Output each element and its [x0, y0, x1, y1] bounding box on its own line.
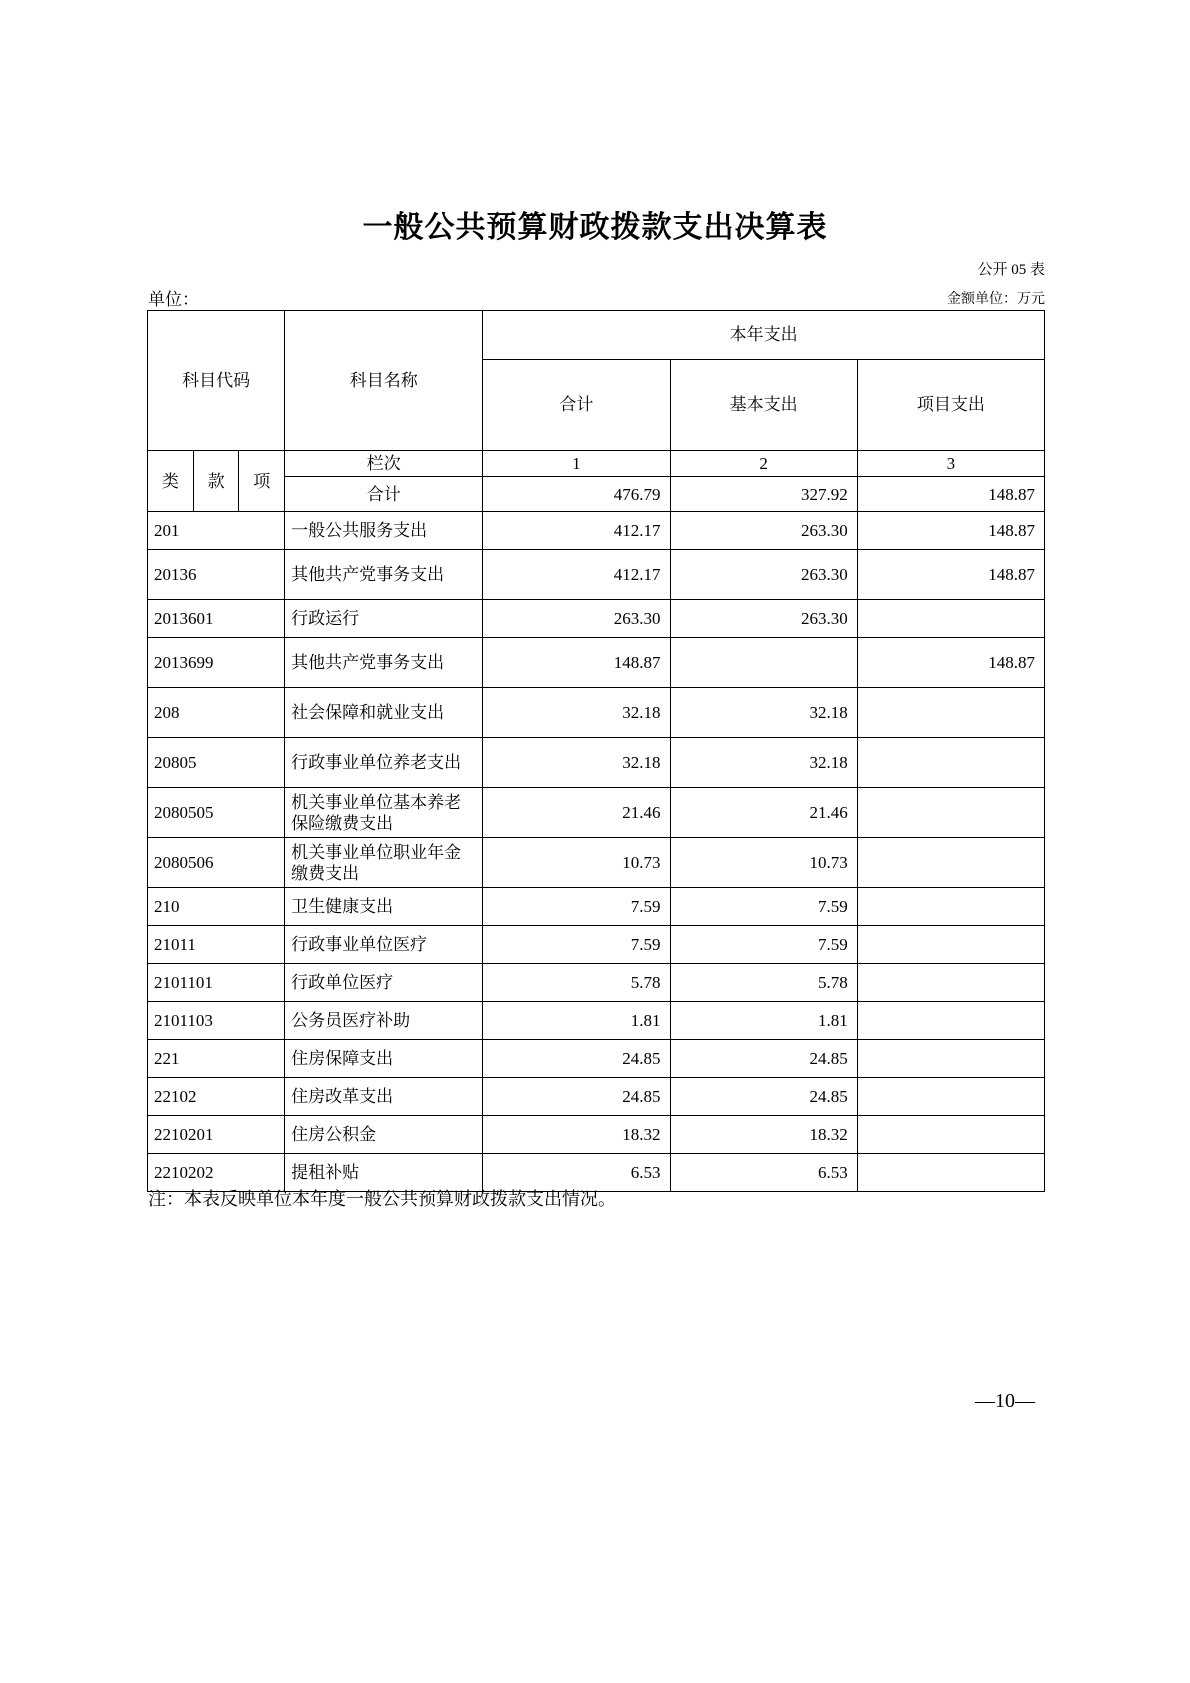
row-total: 412.17: [483, 512, 670, 550]
row-name: 机关事业单位职业年金缴费支出: [285, 838, 483, 888]
row-project: [857, 788, 1044, 838]
table-note: 注：本表反映单位本年度一般公共预算财政拨款支出情况。: [148, 1189, 616, 1209]
row-project: [857, 738, 1044, 788]
table-row: [148, 550, 1045, 600]
row-code: 2013699: [148, 638, 285, 688]
row-project: [857, 1154, 1044, 1192]
table-row: [148, 1116, 1045, 1154]
total-row-project: 148.87: [857, 477, 1044, 512]
row-project: [857, 1040, 1044, 1078]
row-project: [857, 1116, 1044, 1154]
row-name: 机关事业单位基本养老保险缴费支出: [285, 788, 483, 838]
table-row: [148, 600, 1045, 638]
row-total: 412.17: [483, 550, 670, 600]
row-total: 6.53: [483, 1154, 670, 1192]
row-basic: 7.59: [670, 926, 857, 964]
row-total: 24.85: [483, 1078, 670, 1116]
total-row-total: 476.79: [483, 477, 670, 512]
row-total: 1.81: [483, 1002, 670, 1040]
row-total: 5.78: [483, 964, 670, 1002]
form-number: 公开 05 表: [977, 262, 1045, 278]
row-total: 7.59: [483, 888, 670, 926]
row-name: 其他共产党事务支出: [285, 550, 483, 600]
table-row: [148, 964, 1045, 1002]
row-code: 2013601: [148, 600, 285, 638]
row-code: 20136: [148, 550, 285, 600]
table-row: [148, 838, 1045, 888]
table-row: [148, 638, 1045, 688]
table-row: [148, 1002, 1045, 1040]
row-code: 201: [148, 512, 285, 550]
row-project: [857, 964, 1044, 1002]
row-total: 32.18: [483, 738, 670, 788]
header-year-expenditure: 本年支出: [483, 311, 1045, 360]
row-code: 2080505: [148, 788, 285, 838]
row-basic: 6.53: [670, 1154, 857, 1192]
table-row: [148, 738, 1045, 788]
row-basic: 5.78: [670, 964, 857, 1002]
row-name: 住房公积金: [285, 1116, 483, 1154]
table-row: [148, 926, 1045, 964]
row-basic: 1.81: [670, 1002, 857, 1040]
row-name: 行政单位医疗: [285, 964, 483, 1002]
row-name: 住房保障支出: [285, 1040, 483, 1078]
row-code: 2210202: [148, 1154, 285, 1192]
row-name: 卫生健康支出: [285, 888, 483, 926]
row-total: 10.73: [483, 838, 670, 888]
row-name: 行政运行: [285, 600, 483, 638]
row-project: [857, 688, 1044, 738]
row-basic: 7.59: [670, 888, 857, 926]
row-code: 2210201: [148, 1116, 285, 1154]
header-basic: 基本支出: [670, 360, 857, 451]
header-col-1: 1: [483, 451, 670, 477]
row-total: 32.18: [483, 688, 670, 738]
row-project: [857, 926, 1044, 964]
row-basic: 18.32: [670, 1116, 857, 1154]
table-row: [148, 1040, 1045, 1078]
total-row-label: 合计: [285, 477, 483, 512]
row-total: 21.46: [483, 788, 670, 838]
budget-expenditure-table: [147, 310, 1045, 1192]
header-section: 款: [193, 451, 239, 512]
row-total: 7.59: [483, 926, 670, 964]
row-code: 221: [148, 1040, 285, 1078]
row-code: 2080506: [148, 838, 285, 888]
row-basic: 24.85: [670, 1040, 857, 1078]
row-basic: 32.18: [670, 688, 857, 738]
row-name: 行政事业单位养老支出: [285, 738, 483, 788]
header-col-2: 2: [670, 451, 857, 477]
row-basic: 263.30: [670, 550, 857, 600]
row-total: 263.30: [483, 600, 670, 638]
header-code-group: 科目代码: [148, 311, 285, 451]
row-name: 一般公共服务支出: [285, 512, 483, 550]
row-name: 公务员医疗补助: [285, 1002, 483, 1040]
table-row: [148, 512, 1045, 550]
header-column-label: 栏次: [285, 451, 483, 477]
row-project: [857, 838, 1044, 888]
row-basic: 32.18: [670, 738, 857, 788]
header-total: 合计: [483, 360, 670, 451]
row-code: 2101103: [148, 1002, 285, 1040]
row-total: 18.32: [483, 1116, 670, 1154]
header-item: 项: [239, 451, 285, 512]
header-col-3: 3: [857, 451, 1044, 477]
row-project: 148.87: [857, 512, 1044, 550]
row-project: [857, 600, 1044, 638]
row-basic: [670, 638, 857, 688]
header-subject-name: 科目名称: [285, 311, 483, 451]
row-name: 住房改革支出: [285, 1078, 483, 1116]
table-row: [148, 1078, 1045, 1116]
row-basic: 263.30: [670, 600, 857, 638]
row-project: [857, 1002, 1044, 1040]
table-row: [148, 688, 1045, 738]
row-project: [857, 888, 1044, 926]
row-project: [857, 1078, 1044, 1116]
row-code: 21011: [148, 926, 285, 964]
row-name: 提租补贴: [285, 1154, 483, 1192]
header-project: 项目支出: [857, 360, 1044, 451]
row-code: 210: [148, 888, 285, 926]
row-total: 148.87: [483, 638, 670, 688]
row-basic: 263.30: [670, 512, 857, 550]
row-code: 208: [148, 688, 285, 738]
row-project: 148.87: [857, 638, 1044, 688]
row-code: 20805: [148, 738, 285, 788]
row-name: 其他共产党事务支出: [285, 638, 483, 688]
page-title: 一般公共预算财政拨款支出决算表: [362, 210, 828, 245]
unit-label: 单位：: [148, 290, 199, 309]
amount-unit-label: 金额单位：万元: [947, 292, 1045, 307]
row-name: 行政事业单位医疗: [285, 926, 483, 964]
row-basic: 10.73: [670, 838, 857, 888]
row-project: 148.87: [857, 550, 1044, 600]
row-name: 社会保障和就业支出: [285, 688, 483, 738]
page-number: —10—: [975, 1390, 1035, 1412]
row-code: 22102: [148, 1078, 285, 1116]
header-class: 类: [148, 451, 194, 512]
table-row: [148, 788, 1045, 838]
row-total: 24.85: [483, 1040, 670, 1078]
total-row-basic: 327.92: [670, 477, 857, 512]
row-code: 2101101: [148, 964, 285, 1002]
row-basic: 21.46: [670, 788, 857, 838]
row-basic: 24.85: [670, 1078, 857, 1116]
table-row: [148, 888, 1045, 926]
